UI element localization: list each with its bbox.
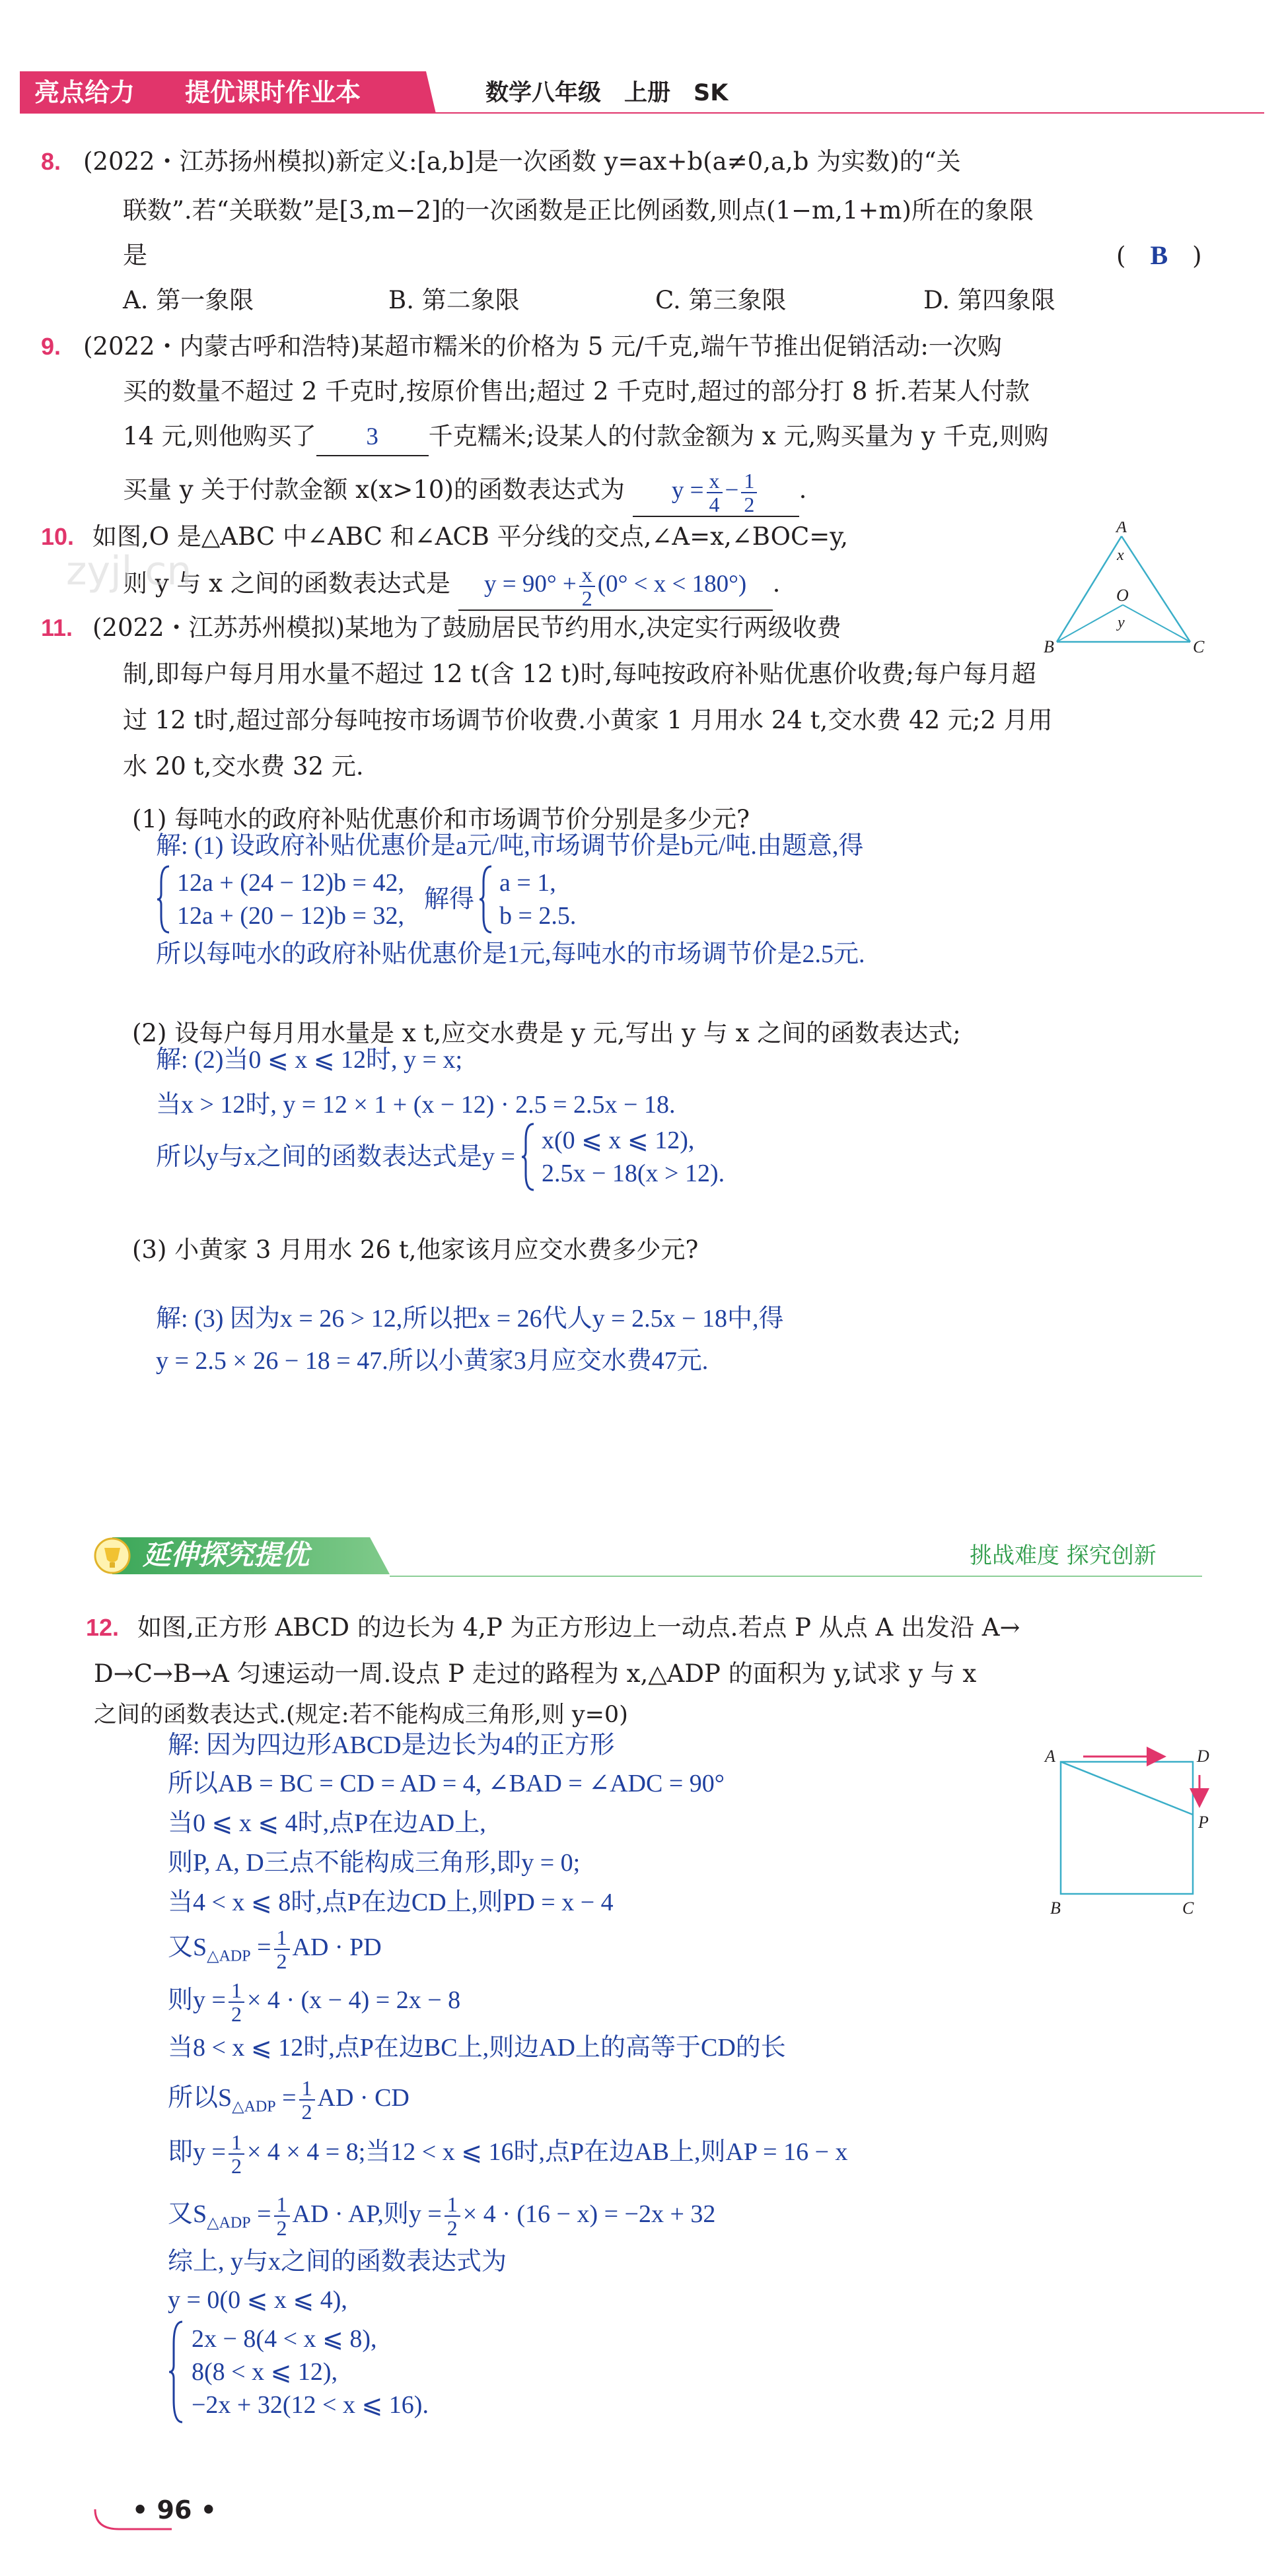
q12-number: 12. xyxy=(86,1614,120,1641)
section-title: 延伸探究提优 xyxy=(143,1539,310,1571)
page-number: • 96 • xyxy=(132,2495,217,2524)
q12-label-b: B xyxy=(1050,1898,1061,1918)
q8-option-b: B. 第二象限 xyxy=(388,286,520,314)
header-tab-cut xyxy=(396,71,436,114)
watermark: zyjl.cn xyxy=(66,548,192,594)
header-brand: 亮点给力 xyxy=(34,78,135,107)
header-rule xyxy=(429,112,1264,114)
section-right-text: 挑战难度 探究创新 xyxy=(970,1543,1157,1569)
q10-label-y: y xyxy=(1118,614,1125,631)
section-rule xyxy=(390,1576,1202,1577)
q11-number: 11. xyxy=(41,614,73,641)
q11-brace3 xyxy=(520,1123,536,1191)
q12-s8: 当8 < x ⩽ 12时,点P在边BC上,则边AD上的高等于CD的长 xyxy=(168,2034,786,2062)
q12-square xyxy=(1061,1762,1193,1894)
q10-label-c: C xyxy=(1193,637,1205,656)
q10-line1: 如图,O 是△ABC 中∠ABC 和∠ACB 平分线的交点,∠A=x,∠BOC=y, xyxy=(92,522,849,551)
q9-answer2: y = $\frac{x}{4}$ − $\frac{1}{2}$ xyxy=(633,468,799,517)
q10-number: 10. xyxy=(41,523,75,550)
q12-label-c: C xyxy=(1182,1898,1194,1918)
q9-number: 9. xyxy=(41,333,61,360)
q12-s6: 又$S_{\triangle ADP}$ = $\frac{1}{2}$ AD · PD xyxy=(168,1926,382,1974)
q10-line-co xyxy=(1123,605,1190,642)
q12-s11: 又$S_{\triangle ADP}$ = $\frac{1}{2}$ AD · AP,则y = $\frac{1}{2}$ × 4 · (16 − x) = −2x + 32 xyxy=(168,2192,716,2241)
q10-label-o: O xyxy=(1116,586,1129,605)
q11-brace1 xyxy=(156,865,172,934)
q8-line2: 联数”.若“关联数”是[3,m−2]的一次函数是正比例函数,则点(1−m,1+m)所在的象限 xyxy=(123,196,1034,225)
q12-s12: 综上, y与x之间的函数表达式为 xyxy=(168,2248,507,2276)
q10-label-b: B xyxy=(1044,637,1054,656)
q8-option-a: A. 第一象限 xyxy=(123,286,254,314)
q12-label-a: A xyxy=(1045,1747,1055,1766)
q8-answer: B xyxy=(1150,240,1168,270)
q10-triangle-figure xyxy=(1044,522,1242,660)
q8-number: 8. xyxy=(41,148,61,175)
q10-line2: 则 y 与 x 之间的函数表达式是 y = 90° + $\frac{x}{2}$ (0° < x < 180°) . xyxy=(123,562,781,610)
q12-label-d: D xyxy=(1197,1747,1209,1766)
q12-s4: 则P, A, D三点不能构成三角形,即y = 0; xyxy=(168,1849,581,1877)
q10-side-ab xyxy=(1057,536,1122,642)
q10-side-ac xyxy=(1122,536,1190,642)
q10-answer: y = 90° + $\frac{x}{2}$ (0° < x < 180°) xyxy=(458,561,773,611)
q9-line3: 14 元,则他购买了 3 千克糯米;设某人的付款金额为 x 元,购买量为 y 千克,则购 xyxy=(123,419,1048,456)
q9-line1: (2022・内蒙古呼和浩特)某超市糯米的价格为 5 元/千克,端午节推出促销活动:一次购 xyxy=(83,332,1002,361)
q8-option-c: C. 第三象限 xyxy=(655,286,787,314)
q11-line3: 过 12 t时,超过部分每吨按市场调节价收费.小黄家 1 月用水 24 t,交水费 42 元;2 月用 xyxy=(123,706,1053,734)
q11-solution3-line1: 解: (3) 因为x = 26 > 12,所以把x = 26代人y = 2.5x − 18中,得 xyxy=(156,1305,784,1333)
q11-part3: (3) 小黄家 3 月用水 26 t,他家该月应交水费多少元? xyxy=(132,1236,699,1264)
q11-part2: (2) 设每户每月用水量是 x t,应交水费是 y 元,写出 y 与 x 之间的函数表达式; xyxy=(132,1019,961,1047)
q11-solution1-system: 12a + (24 − 12)b = 42, 12a + (20 − 12)b = 32, 解得 a = 1, b = 2.5. xyxy=(156,865,576,934)
q9-line2: 买的数量不超过 2 千克时,按原价售出;超过 2 千克时,超过的部分打 8 折.若某人付款 xyxy=(123,377,1030,405)
q11-solution3-line2: y = 2.5 × 26 − 18 = 47.所以小黄家3月应交水费47元. xyxy=(156,1347,709,1375)
q11-solution1-line1: 解: (1) 设政府补贴优惠价是a元/吨,市场调节价是b元/吨.由题意,得 xyxy=(156,832,864,860)
q8-option-d: D. 第四象限 xyxy=(923,286,1055,314)
q12-brace xyxy=(168,2320,185,2423)
q12-line3: 之间的函数表达式.(规定:若不能构成三角形,则 y=0) xyxy=(94,1702,628,1728)
q8-answer-bracket: ( B ) xyxy=(1116,240,1202,270)
q12-line2: D→C→B→A 匀速运动一周.设点 P 走过的路程为 x,△ADP 的面积为 y,试求 y 与 x xyxy=(94,1659,977,1688)
q12-s10: 即y = $\frac{1}{2}$ × 4 × 4 = 8;当12 < x ⩽ 16时,点P在边AB上,则AP = 16 − x xyxy=(168,2130,848,2178)
q11-solution2-line3: 所以y与x之间的函数表达式是y = x(0 ⩽ x ⩽ 12), 2.5x − 18(x > 12). xyxy=(156,1123,725,1191)
q8-line1: (2022・江苏扬州模拟)新定义:[a,b]是一次函数 y=ax+b(a≠0,a,b 为实数)的“关 xyxy=(83,147,961,176)
header-subject: 数学八年级 上册 SK xyxy=(485,80,729,106)
q9-blank1: 3 xyxy=(316,419,429,456)
q11-solution2-line2: 当x > 12时, y = 12 × 1 + (x − 12) · 2.5 = 2.5x − 18. xyxy=(156,1091,676,1119)
q12-s2: 所以AB = BC = CD = AD = 4, ∠BAD = ∠ADC = 90° xyxy=(168,1770,725,1797)
q11-part1: (1) 每吨水的政府补贴优惠价和市场调节价分别是多少元? xyxy=(132,805,750,833)
q11-line1: (2022・江苏苏州模拟)某地为了鼓励居民节约用水,决定实行两级收费 xyxy=(92,613,841,642)
q10-label-a: A xyxy=(1116,522,1127,536)
q12-square-figure xyxy=(1044,1743,1229,1922)
q11-line2: 制,即每户每月用水量不超过 12 t(含 12 t)时,每吨按政府补贴优惠价收费;每户每月超 xyxy=(123,660,1036,688)
q12-line-ap xyxy=(1061,1762,1193,1815)
q12-label-p: P xyxy=(1198,1813,1209,1832)
q12-s7: 则y = $\frac{1}{2}$ × 4 · (x − 4) = 2x − 8 xyxy=(168,1978,461,2027)
q12-s9: 所以$S_{\triangle ADP}$ = $\frac{1}{2}$ AD · CD xyxy=(168,2076,410,2124)
q10-label-x: x xyxy=(1117,547,1124,564)
q12-s1: 解: 因为四边形ABCD是边长为4的正方形 xyxy=(168,1731,615,1759)
q12-s13: y = 0(0 ⩽ x ⩽ 4), xyxy=(168,2286,347,2314)
q11-line4: 水 20 t,交水费 32 元. xyxy=(123,752,364,781)
q8-line3: 是 xyxy=(123,241,147,269)
q12-s14: 2x − 8(4 < x ⩽ 8), 8(8 < x ⩽ 12), −2x + 32(12 < x ⩽ 16). xyxy=(168,2320,429,2423)
q11-brace2 xyxy=(478,865,494,934)
header-series: 提优课时作业本 xyxy=(185,78,361,107)
q10-line-bo xyxy=(1057,605,1123,642)
q9-line4: 买量 y 关于付款金额 x(x>10)的函数表达式为 y = $\frac{x}{4}$ − $\frac{1}{2}$ . xyxy=(123,468,807,516)
q11-solution2-line1: 解: (2)当0 ⩽ x ⩽ 12时, y = x; xyxy=(156,1046,463,1074)
q12-s3: 当0 ⩽ x ⩽ 4时,点P在边AD上, xyxy=(168,1809,486,1837)
q11-solution1-conclusion: 所以每吨水的政府补贴优惠价是1元,每吨水的市场调节价是2.5元. xyxy=(156,940,865,968)
q12-s5: 当4 < x ⩽ 8时,点P在边CD上,则PD = x − 4 xyxy=(168,1889,614,1916)
q12-line1: 如图,正方形 ABCD 的边长为 4,P 为正方形边上一动点.若点 P 从点 A 出发沿 A→ xyxy=(137,1613,1020,1642)
